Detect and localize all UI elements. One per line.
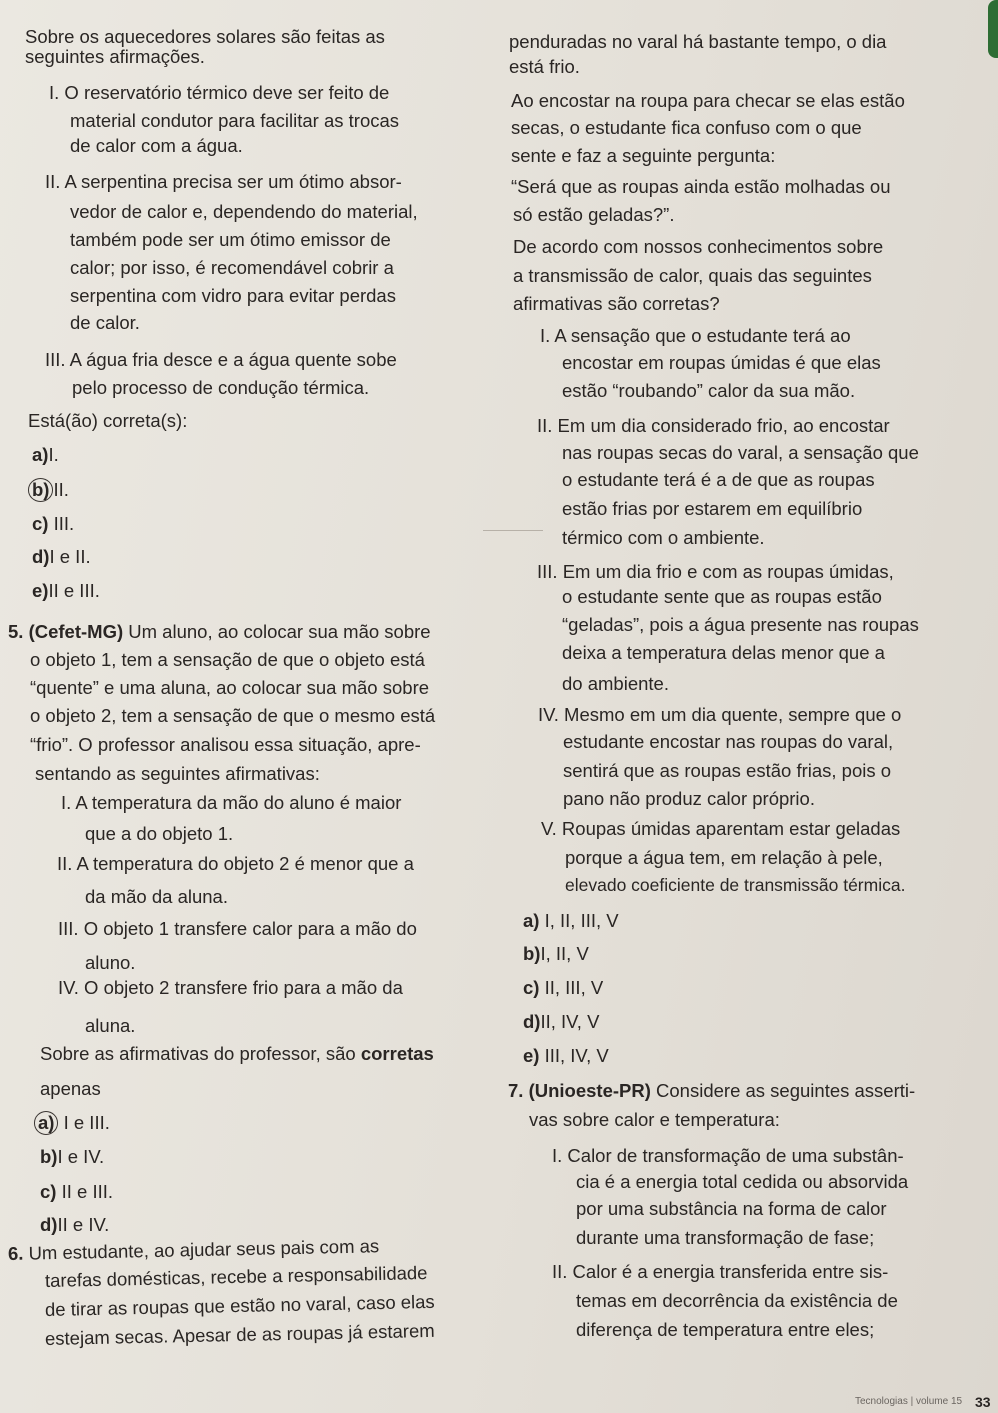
- q4-option-a[interactable]: [32, 444, 59, 466]
- option-text: I e III.: [63, 1112, 110, 1133]
- option-text: II, IV, V: [540, 1011, 600, 1032]
- q6-cont-line-10: afirmativas são corretas?: [513, 293, 720, 314]
- q6-item-5-line-2: porque a água tem, em relação à pele,: [565, 847, 883, 868]
- option-text: I, II, V: [540, 943, 589, 964]
- q5-stem-line-1: [40, 1043, 434, 1065]
- q5-source: (Cefet-MG): [28, 621, 124, 642]
- option-text: III.: [53, 513, 75, 534]
- q7-item-2-line-3: diferença de temperatura entre eles;: [576, 1319, 875, 1340]
- option-letter-circled: b): [28, 478, 53, 502]
- q6-item-1-line-3: estão “roubando” calor da sua mão.: [562, 380, 856, 401]
- q6-option-e[interactable]: [523, 1045, 609, 1067]
- q7-item-1-line-3: por uma substância na forma de calor: [576, 1198, 887, 1219]
- q4-item-2-line-6: de calor.: [70, 312, 140, 333]
- footer-running-title: Tecnologias | volume 15: [855, 1396, 963, 1407]
- q4-item-2-line-4: calor; por isso, é recomendável cobrir a: [70, 257, 394, 278]
- page-number: 33: [975, 1394, 991, 1410]
- q5-line-1: Um aluno, ao colocar sua mão sobre: [128, 621, 431, 642]
- q4-item-3-line-2: pelo processo de condução térmica.: [72, 377, 370, 398]
- q6-item-4-line-4: pano não produz calor próprio.: [563, 788, 815, 809]
- q6-item-3-line-3: “geladas”, pois a água presente nas roupas: [562, 614, 919, 635]
- q6-option-a[interactable]: [523, 910, 619, 932]
- option-letter: d): [40, 1214, 58, 1235]
- option-letter: b): [40, 1146, 58, 1167]
- q6-line-2: tarefas domésticas, recebe a responsabilidade: [44, 1261, 428, 1291]
- q6-cont-line-6: “Será que as roupas ainda estão molhadas ou: [511, 176, 891, 197]
- q5-line-2: o objeto 1, tem a sensação de que o objeto está: [30, 649, 425, 670]
- q4-item-2-line-5: serpentina com vidro para evitar perdas: [70, 285, 396, 306]
- q6-item-2-line-3: o estudante terá é a de que as roupas: [562, 469, 875, 490]
- q7-item-2-line-1: II. Calor é a energia transferida entre sis-: [552, 1261, 889, 1282]
- q5-number: 5.: [8, 621, 24, 642]
- option-letter: c): [32, 513, 49, 534]
- q4-item-3-line-1: III. A água fria desce e a água quente sobe: [45, 349, 397, 370]
- option-letter: d): [32, 546, 50, 567]
- q6-item-3-line-5: do ambiente.: [562, 673, 669, 694]
- q4-item-1-line-2: material condutor para facilitar as trocas: [70, 110, 400, 131]
- option-text: II e III.: [61, 1181, 114, 1202]
- q5-item-4-line-2: aluna.: [85, 1015, 136, 1036]
- q4-item-2-line-1: II. A serpentina precisa ser um ótimo absor-: [45, 171, 402, 192]
- q6-line-4: estejam secas. Apesar de as roupas já estarem: [44, 1319, 435, 1349]
- option-text: I.: [48, 444, 59, 465]
- q4-option-d[interactable]: [32, 546, 91, 568]
- q7-item-2-line-2: temas em decorrência da existência de: [576, 1290, 898, 1311]
- q6-item-4-line-2: estudante encostar nas roupas do varal,: [563, 731, 894, 752]
- q6-cont-line-7: só estão geladas?”.: [513, 204, 675, 225]
- q5-stem-text: Sobre as afirmativas do professor, são: [40, 1043, 356, 1064]
- option-text: I e II.: [49, 546, 91, 567]
- q6-item-2-line-4: estão frias por estarem em equilíbrio: [562, 498, 863, 519]
- option-letter-circled: a): [34, 1111, 58, 1135]
- q7-heading-line: [508, 1080, 915, 1102]
- q5-option-c[interactable]: [40, 1181, 113, 1203]
- q4-item-1-line-1: I. O reservatório térmico deve ser feito de: [49, 82, 390, 103]
- q4-intro-line-1: Sobre os aquecedores solares são feitas as: [25, 26, 385, 47]
- q5-line-4: o objeto 2, tem a sensação de que o mesmo está: [30, 705, 436, 726]
- q7-line-2: vas sobre calor e temperatura:: [529, 1109, 780, 1130]
- q4-option-e[interactable]: [32, 580, 100, 602]
- q5-item-2-line-1: II. A temperatura do objeto 2 é menor que a: [57, 853, 414, 874]
- q6-cont-line-3: Ao encostar na roupa para checar se elas estão: [511, 90, 905, 111]
- q5-line-3: “quente” e uma aluna, ao colocar sua mão sobre: [30, 677, 430, 698]
- q5-item-1-line-2: que a do objeto 1.: [85, 823, 234, 844]
- q5-item-1-line-1: I. A temperatura da mão do aluno é maior: [61, 792, 402, 813]
- option-letter: d): [523, 1011, 541, 1032]
- q6-item-5-line-1: V. Roupas úmidas aparentam estar geladas: [541, 818, 901, 839]
- q6-line-1: Um estudante, ao ajudar seus pais com as: [28, 1235, 380, 1264]
- q6-item-2-line-1: II. Em um dia considerado frio, ao encostar: [537, 415, 890, 436]
- option-letter: a): [32, 444, 49, 465]
- option-letter: e): [32, 580, 49, 601]
- q5-item-3-line-2: aluno.: [85, 952, 136, 973]
- q6-item-3-line-4: deixa a temperatura delas menor que a: [562, 642, 885, 663]
- q6-item-3-line-2: o estudante sente que as roupas estão: [562, 586, 882, 607]
- q6-item-1-line-1: I. A sensação que o estudante terá ao: [540, 325, 851, 346]
- q6-option-d[interactable]: [523, 1011, 599, 1033]
- option-text: II, III, V: [544, 977, 604, 998]
- option-text: I e IV.: [57, 1146, 105, 1167]
- option-text: II.: [53, 479, 69, 500]
- option-text: II e III.: [48, 580, 100, 601]
- q6-cont-line-5: sente e faz a seguinte pergunta:: [511, 145, 776, 166]
- q5-line-5: “frio”. O professor analisou essa situação, apre-: [30, 734, 421, 755]
- option-text: II e IV.: [57, 1214, 110, 1235]
- q7-line-1: Considere as seguintes asserti-: [656, 1080, 916, 1101]
- q6-heading-line: [8, 1235, 380, 1265]
- q7-number: 7.: [508, 1080, 524, 1101]
- q4-option-c[interactable]: [32, 513, 74, 535]
- q5-stem-line-2: apenas: [40, 1078, 101, 1099]
- q5-option-d[interactable]: [40, 1214, 109, 1236]
- chapter-tab-marker: [988, 0, 998, 58]
- q5-item-3-line-1: III. O objeto 1 transfere calor para a mão do: [58, 918, 417, 939]
- q6-line-3: de tirar as roupas que estão no varal, caso elas: [44, 1290, 435, 1320]
- q7-source: (Unioeste-PR): [528, 1080, 651, 1101]
- q4-intro-line-2: seguintes afirmações.: [25, 46, 205, 67]
- q6-option-c[interactable]: [523, 977, 603, 999]
- q5-stem-bold: corretas: [360, 1043, 434, 1064]
- q4-stem: Está(ão) correta(s):: [28, 410, 188, 431]
- q6-cont-line-2: está frio.: [509, 56, 580, 77]
- q4-option-b-circled[interactable]: [32, 478, 69, 502]
- option-letter: e): [523, 1045, 540, 1066]
- q4-item-1-line-3: de calor com a água.: [70, 135, 243, 156]
- q5-option-a-circled[interactable]: [38, 1111, 110, 1135]
- q6-item-4-line-3: sentirá que as roupas estão frias, pois o: [563, 760, 892, 781]
- q4-item-2-line-3: também pode ser um ótimo emissor de: [70, 229, 391, 250]
- q7-item-1-line-4: durante uma transformação de fase;: [576, 1227, 875, 1248]
- q7-item-1-line-2: cia é a energia total cedida ou absorvida: [576, 1171, 909, 1192]
- q6-cont-line-1: penduradas no varal há bastante tempo, o dia: [509, 31, 887, 52]
- option-text: III, IV, V: [544, 1045, 609, 1066]
- option-letter: b): [523, 943, 541, 964]
- q7-item-1-line-1: I. Calor de transformação de uma substân-: [552, 1145, 904, 1166]
- q5-option-b[interactable]: [40, 1146, 104, 1168]
- option-letter: c): [40, 1181, 57, 1202]
- q6-item-1-line-2: encostar em roupas úmidas é que elas: [562, 352, 881, 373]
- q5-item-2-line-2: da mão da aluna.: [85, 886, 228, 907]
- q6-item-3-line-1: III. Em um dia frio e com as roupas úmidas,: [537, 561, 894, 582]
- q4-item-2-line-2: vedor de calor e, dependendo do material,: [70, 201, 418, 222]
- q6-item-2-line-2: nas roupas secas do varal, a sensação que: [562, 442, 919, 463]
- q6-cont-line-9: a transmissão de calor, quais das seguintes: [513, 265, 872, 286]
- q6-item-2-line-5: térmico com o ambiente.: [562, 527, 765, 548]
- q5-item-4-line-1: IV. O objeto 2 transfere frio para a mão da: [58, 977, 403, 998]
- q5-line-6: sentando as seguintes afirmativas:: [35, 763, 320, 784]
- option-text: I, II, III, V: [544, 910, 619, 931]
- q6-item-5-line-3: elevado coeficiente de transmissão térmica.: [565, 875, 906, 895]
- option-letter: c): [523, 977, 540, 998]
- q6-cont-line-8: De acordo com nossos conhecimentos sobre: [513, 236, 884, 257]
- q6-option-b[interactable]: [523, 943, 589, 965]
- q5-heading-line: [8, 621, 431, 643]
- option-letter: a): [523, 910, 540, 931]
- column-divider: [483, 530, 543, 531]
- q6-cont-line-4: secas, o estudante fica confuso com o que: [511, 117, 862, 138]
- q6-number: 6.: [7, 1242, 24, 1264]
- q6-item-4-line-1: IV. Mesmo em um dia quente, sempre que o: [538, 704, 902, 725]
